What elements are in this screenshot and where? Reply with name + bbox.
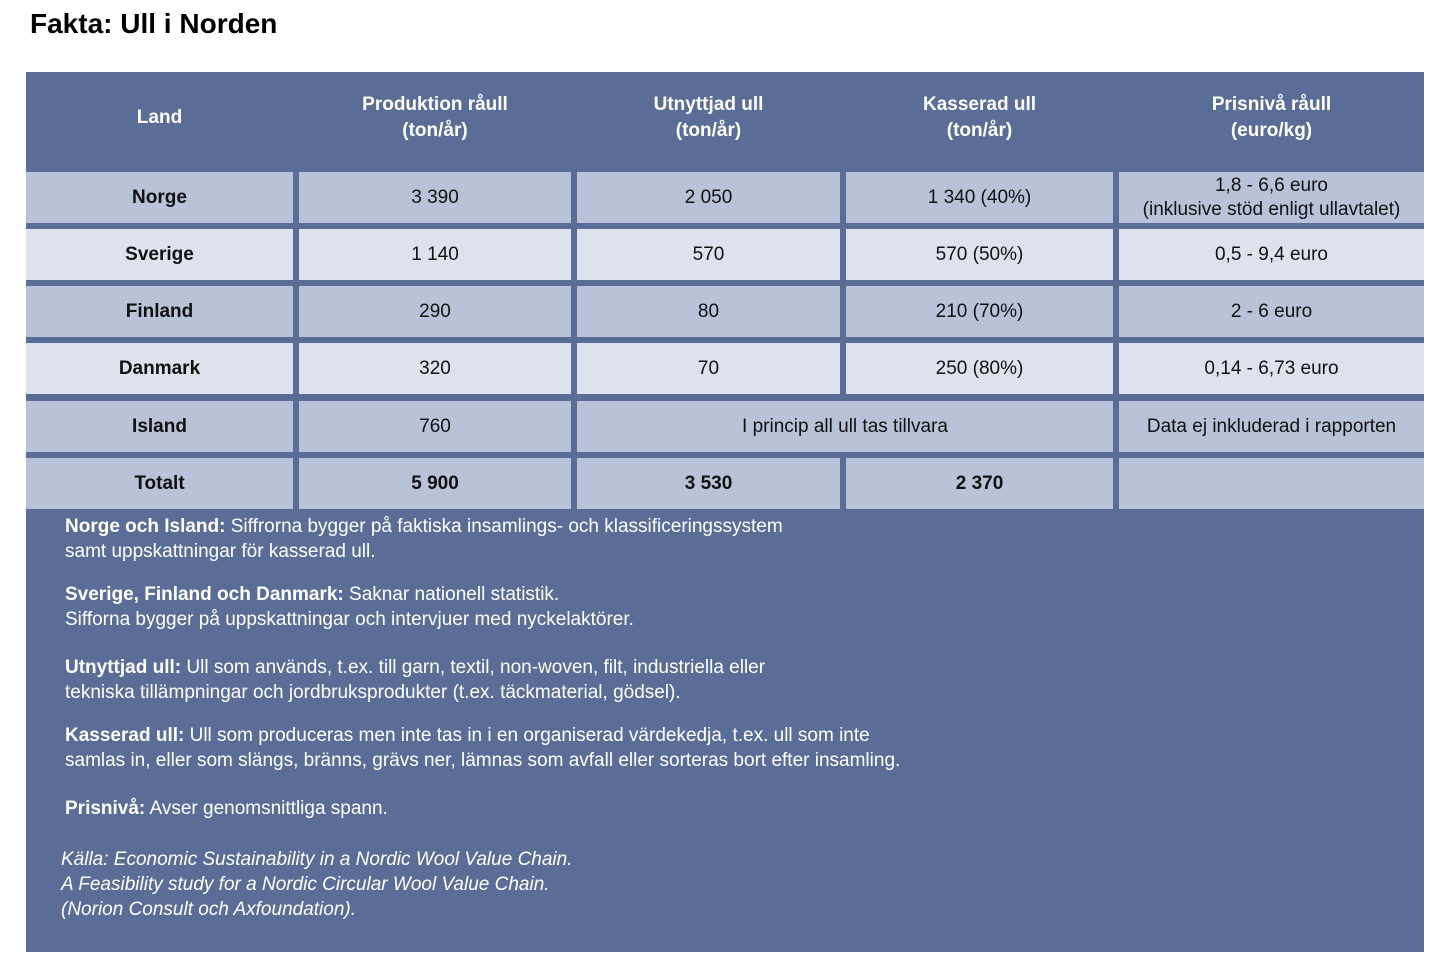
table-cell-produktion: 1 140 bbox=[299, 229, 571, 280]
table-cell-prisniva: 0,5 - 9,4 euro bbox=[1119, 229, 1424, 280]
header-kasserad bbox=[846, 72, 1113, 164]
table-cell-total-produktion: 5 900 bbox=[299, 458, 571, 509]
note-label: Sverige, Finland och Danmark: bbox=[65, 584, 344, 605]
note-label: Norge och Island: bbox=[65, 516, 226, 537]
note-norge-island bbox=[65, 514, 1065, 564]
note-utnyttjad-ull bbox=[65, 655, 1065, 705]
note-label: Prisnivå: bbox=[65, 798, 146, 819]
page-title: Fakta: Ull i Norden bbox=[30, 8, 278, 39]
header-utnyttjad-label: Utnyttjad ull (ton/år) bbox=[653, 94, 764, 141]
header-land-label: Land bbox=[136, 107, 183, 128]
table-cell-total-kasserad: 2 370 bbox=[846, 458, 1113, 509]
table-cell-country: Totalt bbox=[26, 458, 293, 509]
table-cell-country: Sverige bbox=[26, 229, 293, 280]
note-text: Saknar nationell statistik. bbox=[343, 584, 560, 605]
note-label: Kasserad ull: bbox=[65, 725, 185, 746]
table-cell-prisniva: Data ej inkluderad i rapporten bbox=[1119, 401, 1424, 452]
table-cell-kasserad: 1 340 (40%) bbox=[846, 172, 1113, 223]
table-cell-utnyttjad: 80 bbox=[577, 286, 840, 337]
table-cell-total-prisniva bbox=[1119, 458, 1424, 509]
note-label: Utnyttjad ull: bbox=[65, 657, 182, 678]
table-cell-prisniva: 1,8 - 6,6 euro (inklusive stöd enligt ullavtalet) bbox=[1119, 172, 1424, 223]
table-cell-produktion: 3 390 bbox=[299, 172, 571, 223]
table-cell-kasserad: 570 (50%) bbox=[846, 229, 1113, 280]
note-text: Ull som produceras men inte tas in i en organiserad värdekedja, t.ex. ull som inte bbox=[184, 725, 870, 746]
note-sverige-finland-danmark bbox=[65, 582, 1065, 632]
table-cell-country: Danmark bbox=[26, 343, 293, 394]
table-cell-utnyttjad: 70 bbox=[577, 343, 840, 394]
table-cell-prisniva: 2 - 6 euro bbox=[1119, 286, 1424, 337]
table-cell-country: Finland bbox=[26, 286, 293, 337]
table-cell-utnyttjad: 2 050 bbox=[577, 172, 840, 223]
source-citation bbox=[61, 847, 573, 922]
header-produktion-label: Produktion råull (ton/år) bbox=[362, 94, 508, 141]
note-prisniva bbox=[65, 796, 1065, 821]
note-text: Siffrorna bygger på faktiska insamlings- och klassificeringssystem bbox=[225, 516, 783, 537]
source-line: Källa: Economic Sustainability in a Nordic Wool Value Chain. bbox=[61, 849, 573, 870]
source-line: A Feasibility study for a Nordic Circular Wool Value Chain. bbox=[61, 874, 550, 895]
table-cell-produktion: 290 bbox=[299, 286, 571, 337]
table-cell-prisniva: 0,14 - 6,73 euro bbox=[1119, 343, 1424, 394]
table-cell-kasserad: 250 (80%) bbox=[846, 343, 1113, 394]
note-text: tekniska tillämpningar och jordbruksprodukter (t.ex. täckmaterial, gödsel). bbox=[65, 682, 681, 703]
header-produktion bbox=[299, 72, 571, 164]
note-text: Ull som används, t.ex. till garn, textil, non-woven, filt, industriella eller bbox=[181, 657, 766, 678]
table-cell-merged-utnyttjad-kasserad: I princip all ull tas tillvara bbox=[577, 401, 1113, 452]
source-line: (Norion Consult och Axfoundation). bbox=[61, 899, 357, 920]
header-prisniva-label: Prisnivå råull (euro/kg) bbox=[1211, 94, 1332, 141]
note-text: samt uppskattningar för kasserad ull. bbox=[65, 541, 376, 562]
table-cell-produktion: 320 bbox=[299, 343, 571, 394]
note-text: samlas in, eller som slängs, bränns, grävs ner, lämnas som avfall eller sorteras bort efter insamling. bbox=[65, 750, 901, 771]
note-text: Sifforna bygger på uppskattningar och intervjuer med nyckelaktörer. bbox=[65, 609, 634, 630]
table-cell-total-utnyttjad: 3 530 bbox=[577, 458, 840, 509]
table-cell-country: Island bbox=[26, 401, 293, 452]
header-kasserad-label: Kasserad ull (ton/år) bbox=[923, 94, 1036, 141]
table-cell-utnyttjad: 570 bbox=[577, 229, 840, 280]
header-utnyttjad bbox=[577, 72, 840, 164]
note-text: Avser genomsnittliga spann. bbox=[145, 798, 388, 819]
header-land bbox=[26, 72, 293, 164]
note-kasserad-ull bbox=[65, 723, 1065, 773]
table-cell-country: Norge bbox=[26, 172, 293, 223]
notes-section bbox=[65, 514, 1065, 821]
header-prisniva bbox=[1119, 72, 1424, 164]
table-cell-kasserad: 210 (70%) bbox=[846, 286, 1113, 337]
table-cell-produktion: 760 bbox=[299, 401, 571, 452]
